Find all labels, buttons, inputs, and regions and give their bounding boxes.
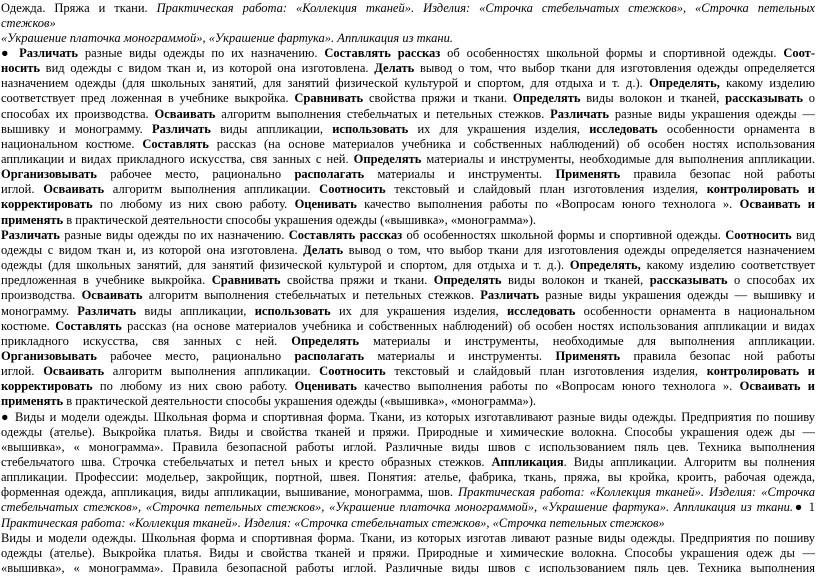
text-run: виды аппликации, (136, 303, 255, 318)
text-run: производства. (1, 288, 82, 303)
text-line (1, 16, 815, 31)
bold-term: корректировать (1, 197, 93, 212)
text-run: разные виды одежды по их назначению. (59, 227, 289, 242)
text-run: в практической деятельности способы украшения одежды («вышивка», «монограмма»). (63, 212, 537, 227)
bold-term: применять (1, 212, 64, 227)
bold-term: исследовать (589, 121, 658, 136)
bold-term: Применять (555, 348, 621, 363)
bold-term: Определять (353, 152, 422, 166)
bold-term: Соотносить (319, 182, 386, 197)
text-run: ● 1 (793, 500, 815, 515)
text-line (1, 349, 815, 364)
text-run: назначением одежды (для школьных занятий, для занятий физической культурой и спортом, для отдыха и т. д.). (1, 76, 650, 91)
bold-term: исследовать (506, 303, 576, 318)
bold-term: применять (1, 394, 64, 409)
text-line (1, 500, 815, 515)
bold-term: располагать (294, 348, 365, 363)
text-run: одежды (ателье). Выкройка платья. Виды и свойства тканей и пряжи. Природные и химические волокна. Способы украшения одеж ды — (1, 545, 815, 560)
text-run: ● (1, 45, 20, 60)
text-run: ● Виды и модели одежды. Школьная форма и спортивная форма. Ткани, из которых изготавливают разные виды одежды. Предприятия по пошиву (1, 409, 815, 424)
bold-term: Соот- (783, 45, 815, 60)
bold-term: Определять (433, 273, 502, 288)
bold-term: рассказывать (649, 273, 728, 288)
italic-text: стебельчатых стежков», «Строчка петельных стежков», «Украшение платочка монограммой», «Украшение фартука». Аппликация из ткани. (1, 500, 793, 515)
bold-term: Осваивать (43, 182, 105, 197)
text-run: алгоритм выполнения стебельчатых и петельных стежков. (215, 106, 551, 121)
text-line (1, 410, 815, 425)
text-run: особенности орнамента в (657, 121, 815, 136)
bold-term: Осваивать (81, 288, 143, 303)
text-run: «вышивка», « монограмма». Правила безопасной работы иглой. Различные виды швов с использованием пяль цев. Техника выполнения (1, 561, 815, 576)
text-run: правила безопас ной работы (620, 348, 815, 363)
text-run: текстовый и слайдовый план изготовления изделия, (385, 364, 707, 379)
bold-term: Составлять рассказ (288, 227, 403, 242)
text-run: рабочее место, рационально (96, 167, 295, 182)
bold-term: Составлять (55, 318, 122, 333)
text-run: одежды (для школьных занятий, для занятий физической культурой и спортом, для отдыха и т. д.). (1, 258, 570, 273)
bold-term: Организовывать (1, 348, 97, 363)
text-run: рассказ (на основе материалов учебника и собственных наблюдений) об особен ностях использования (208, 136, 815, 151)
text-line (1, 107, 815, 122)
text-run: об особенностях школьной формы и спортивной одежды. (402, 227, 726, 242)
italic-text: стежков» (1, 15, 56, 30)
text-run: иглой. (1, 182, 44, 197)
text-run: Одежда. Пряжа и ткани. (1, 0, 157, 15)
bold-term: контролировать и (706, 182, 815, 197)
text-run: прикладного искусства, свя занных с ней. (1, 333, 292, 348)
bold-term: Осваивать (154, 106, 216, 121)
text-run: качество выполнения работы по «Вопросам юного технолога ». (356, 379, 740, 394)
text-run: разные виды одежды по их назначению. (78, 45, 325, 60)
bold-term: использовать (254, 303, 331, 318)
text-run: соответствует пред ложенная в учебнике выкройка. (1, 91, 295, 106)
text-line (1, 46, 815, 61)
text-run: алгоритм выполнения аппликации. (104, 182, 320, 197)
text-line (1, 304, 815, 319)
text-line (1, 470, 815, 485)
text-run: качество выполнения работы по «Вопросам юного технолога ». (356, 197, 740, 212)
text-line (1, 122, 815, 137)
text-run: вид одежды с видом ткан и, из которой она изготовлена. (39, 61, 375, 76)
text-line (1, 167, 815, 182)
text-run: виды аппликации, (210, 121, 333, 136)
text-run: разные виды украшения одежды — (609, 106, 815, 121)
text-line (1, 152, 815, 167)
text-run: свойства пряжи и ткани. (280, 273, 434, 288)
text-line (1, 1, 815, 16)
text-run: материалы и инструменты, необходимые для выполнения аппликации. (358, 333, 815, 348)
text-run: о способах их (727, 273, 815, 288)
bold-term: Делать (303, 242, 344, 257)
bold-term: Определять (512, 91, 581, 106)
text-line (1, 531, 815, 546)
text-run: аппликации. Профессии: модельер, закройщик, портной, швея. Понятия: ателье, фабрика, ткань, пряжа, вы кройка, кроить, рабочая одежда, (1, 470, 815, 485)
bold-term: Оценивать (294, 197, 357, 212)
text-run: об особенностях школьной формы и спортивной одежды. (440, 45, 784, 60)
text-run: о (802, 91, 815, 106)
text-line (1, 228, 815, 243)
text-run: Виды и модели одежды. Школьная форма и спортивная форма. Ткани, из которых изготав ливают разные виды одежды. Предприятия по пошиву (1, 530, 815, 545)
text-run: одежды (ателье). Выкройка платья. Виды и свойства тканей и пряжи. Природные и химические волокна. Способы украшения одеж ды — (1, 424, 815, 439)
bold-term: Различать (77, 303, 137, 318)
italic-text: Практическая работа: «Коллекция тканей». Изделия: «Строчка стебельчатых стежков», «Строчка петельных (156, 0, 815, 15)
text-run: алгоритм выполнения аппликации. (104, 364, 320, 379)
bold-term: Сравнивать (211, 273, 281, 288)
text-run: виды волокон и тканей, (501, 273, 650, 288)
bold-term: Определять, (569, 258, 641, 273)
text-line (1, 76, 815, 91)
bold-term: Различать (480, 288, 540, 303)
bold-term: Осваивать и (739, 197, 815, 212)
text-run: особенности орнамента в национальном (575, 303, 815, 318)
text-line (1, 516, 815, 531)
text-run: какому изделию соответствует (640, 258, 815, 273)
text-run: предложенная в учебнике выкройка. (1, 273, 212, 288)
text-run: текстовый и слайдовый план изготовления изделия, (385, 182, 707, 197)
text-line (1, 425, 815, 440)
bold-term: Применять (555, 167, 621, 182)
text-line (1, 137, 815, 152)
text-run: их для украшения изделия, (408, 121, 590, 136)
text-line (1, 485, 815, 500)
text-line (1, 258, 815, 273)
bold-term: контролировать и (706, 364, 815, 379)
text-run: стебельчатого шва. Строчка стебельчатых и петел ьных и кресто образных стежков. (1, 455, 492, 469)
bold-term: Определять, (649, 76, 720, 91)
bold-term: использовать (332, 121, 409, 136)
bold-term: корректировать (1, 379, 93, 394)
text-run: вывод о том, что выбор ткани для изготовления одежды определяется назначением (343, 242, 815, 257)
bold-term: Сравнивать (294, 91, 364, 106)
bold-term: носить (1, 61, 40, 76)
text-line (1, 319, 815, 334)
bold-term: Осваивать и (739, 379, 815, 394)
text-run: вывод о том, что выбор ткани для изготовления одежды определяется (414, 61, 815, 76)
text-run: . Виды аппликации. Алгоритм вы полнения (563, 455, 815, 469)
text-run: вышивку и монограмму. (1, 121, 153, 136)
text-run: аппликации и видах прикладного искусства, свя занных с ней. (1, 152, 354, 166)
text-run: какому изделию (719, 76, 815, 91)
text-run: рассказ (на основе материалов учебника и собственных наблюдений) об особен ностях использования аппликации и видах (121, 318, 815, 333)
text-run: свойства пряжи и ткани. (363, 91, 513, 106)
text-line (1, 440, 815, 455)
text-run: национальном костюме. (1, 136, 143, 151)
text-line (1, 364, 815, 379)
text-line (1, 379, 815, 394)
bold-term: Организовывать (1, 167, 97, 182)
text-run: костюме. (1, 318, 56, 333)
text-run: материалы и инструменты. (364, 167, 556, 182)
text-run: в практической деятельности способы украшения одежды («вышивка», «монограмма»). (63, 394, 537, 409)
bold-term: Различать (19, 45, 78, 60)
text-run: разные виды украшения одежды — вышивку и (539, 288, 815, 303)
italic-text: «Украшение платочка монограммой», «Украшение фартука». Аппликация из ткани. (1, 30, 454, 45)
text-run: их для украшения изделия, (330, 303, 507, 318)
text-run: форменная одежда, аппликация, виды аппликации, вышивание, монограмма, шов. (1, 485, 459, 500)
bold-term: Оценивать (294, 379, 357, 394)
text-line (1, 213, 815, 228)
text-line (1, 394, 815, 409)
text-line (1, 273, 815, 288)
text-run: иглой. (1, 364, 44, 379)
bold-term: Соотносить (725, 227, 792, 242)
bold-term: располагать (294, 167, 365, 182)
bold-term: Аппликация (491, 455, 564, 469)
text-run: правила безопас ной работы (620, 167, 815, 182)
text-line (1, 91, 815, 106)
text-line (1, 288, 815, 303)
text-line (1, 546, 815, 561)
text-line (1, 31, 815, 46)
text-run: вид (791, 227, 815, 242)
text-run: по любому из них свою работу. (92, 197, 295, 212)
text-run: рабочее место, рационально (96, 348, 295, 363)
text-run: по любому из них свою работу. (92, 379, 295, 394)
text-run: материалы и инструменты, необходимые для выполнения аппликации. (421, 152, 815, 166)
italic-text: Практическая работа: «Коллекция тканей». Изделия: «Строчка стебельчатых стежков», «Строчка петельных стежков» (1, 515, 665, 530)
bold-term: Делать (374, 61, 415, 76)
text-run: одежды с видом ткан и, из которой она изготовлена. (1, 242, 304, 257)
text-line (1, 61, 815, 76)
bold-term: рассказывать (725, 91, 803, 106)
text-line (1, 455, 815, 470)
text-line (1, 182, 815, 197)
bold-term: Определять (291, 333, 359, 348)
text-line (1, 334, 815, 349)
text-run: способах их производства. (1, 106, 155, 121)
bold-term: Составлять рассказ (324, 45, 441, 60)
text-run: материалы и инструменты. (364, 348, 556, 363)
bold-term: Соотносить (319, 364, 386, 379)
italic-text: Практическая работа: «Коллекция тканей». Изделия: «Строчка (458, 485, 815, 500)
text-run: алгоритм выполнения стебельчатых и петельных стежков. (142, 288, 481, 303)
text-line (1, 197, 815, 212)
bold-term: Различать (152, 121, 211, 136)
text-line (1, 561, 815, 576)
text-run: монограмму. (1, 303, 78, 318)
bold-term: Различать (550, 106, 610, 121)
text-line (1, 243, 815, 258)
bold-term: Составлять (142, 136, 209, 151)
bold-term: Осваивать (43, 364, 105, 379)
text-run: виды волокон и тканей, (580, 91, 726, 106)
bold-term: Различать (1, 227, 60, 242)
text-run: «вышивка», « монограмма». Правила безопасной работы иглой. Различные виды швов с использованием пяль цев. Техника выполнения (1, 439, 815, 454)
